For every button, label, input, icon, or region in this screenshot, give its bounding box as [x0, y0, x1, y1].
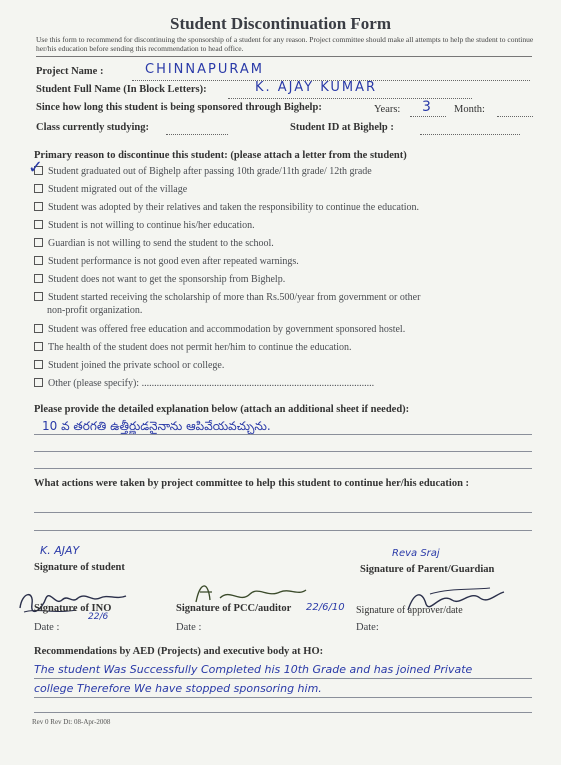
actions-line-2 [34, 530, 532, 531]
actions-line-1 [34, 512, 532, 513]
student-id-underline [420, 134, 520, 135]
reason-item-other[interactable] [34, 378, 374, 389]
parent-signature-label: Signature of Parent/Guardian [360, 564, 495, 575]
checkbox[interactable] [34, 274, 43, 283]
recommendation-line-2[interactable]: college Therefore We have stopped sponsoring him. [34, 682, 322, 695]
explanation-line-1 [34, 434, 532, 435]
approver-date-label: Date: [356, 622, 379, 633]
checkbox[interactable] [34, 360, 43, 369]
student-signature-label: Signature of student [34, 562, 125, 573]
reason-label: Student does not want to get the sponsorship from Bighelp. [48, 274, 286, 285]
reason-item-scholarship[interactable] [34, 292, 420, 303]
recommendation-rule-1 [34, 678, 532, 679]
years-field[interactable]: 3 [422, 99, 431, 115]
revision-footer: Rev 0 Rev Dt: 08-Apr-2008 [32, 718, 111, 726]
ino-signature-label: Signature of INO [34, 603, 112, 614]
reason-item-private-school[interactable] [34, 360, 224, 371]
reason-label: Other (please specify): ............................................................................................. [48, 378, 375, 389]
checkbox[interactable] [34, 202, 43, 211]
since-label: Since how long this student is being sponsored through Bighelp: [36, 102, 322, 113]
reason-item-not-willing-guardian[interactable] [34, 238, 274, 249]
reasons-heading: Primary reason to discontinue this student: (please attach a letter from the student) [34, 150, 407, 161]
recommendation-line-1[interactable]: The student Was Successfully Completed his 10th Grade and has joined Private [34, 663, 473, 676]
checkbox[interactable] [34, 378, 43, 387]
actions-label: What actions were taken by project committee to help this student to continue her/his education : [34, 478, 470, 489]
student-name-field[interactable]: K. AJAY KUMAR [255, 80, 378, 95]
reason-item-adopted[interactable] [34, 202, 419, 213]
student-name-label: Student Full Name (In Block Letters): [36, 84, 207, 95]
explanation-line-3 [34, 468, 532, 469]
reason-label: Student is not willing to continue his/her education. [48, 220, 255, 231]
explanation-field[interactable]: 10 వ తరగతి ఉత్తీర్ణుడనైనాను ఆపివేయవచ్చును. [42, 419, 271, 433]
ino-date-value: 22/6 [88, 612, 109, 622]
pcc-date-label: Date : [176, 622, 202, 633]
reason-item-health[interactable] [34, 342, 352, 353]
reason-item-performance[interactable] [34, 256, 299, 267]
years-underline [410, 116, 446, 117]
form-title: Student Discontinuation Form [169, 14, 392, 33]
student-name-underline [228, 98, 472, 99]
reason-label: Student migrated out of the village [48, 184, 188, 195]
pcc-signature-label: Signature of PCC/auditor [176, 603, 292, 614]
reason-item-no-sponsorship[interactable] [34, 274, 285, 285]
student-signature-scrawl: K. AJAY [40, 544, 80, 557]
project-name-label: Project Name : [36, 66, 104, 77]
reason-item-scholarship-cont: non-profit organization. [47, 305, 143, 316]
reason-label: Student started receiving the scholarship of more than Rs.500/year from government or other [48, 292, 421, 303]
explanation-line-2 [34, 451, 532, 452]
reason-label: The health of the student does not permit her/him to continue the education. [48, 342, 352, 353]
reason-label: Student was offered free education and accommodation by government sponsored hostel. [48, 324, 406, 335]
month-label: Month: [454, 104, 485, 115]
reason-item-not-willing-student[interactable] [34, 220, 255, 231]
student-id-label: Student ID at Bighelp : [290, 122, 394, 133]
reason-item-hostel[interactable] [34, 324, 405, 335]
pcc-date-value: 22/6/10 [306, 602, 345, 613]
intro-divider [36, 56, 532, 57]
checkbox[interactable] [34, 324, 43, 333]
checkbox[interactable] [34, 220, 43, 229]
reason-item-migrated[interactable] [34, 184, 187, 195]
class-underline [166, 134, 228, 135]
reason-label: Student joined the private school or college. [48, 360, 225, 371]
years-label: Years: [374, 104, 401, 115]
checkmark-icon: ✓ [28, 157, 44, 178]
month-underline [497, 116, 533, 117]
approver-signature-label: Signature of approver/date [356, 605, 463, 616]
checkbox[interactable] [34, 342, 43, 351]
checkbox[interactable] [34, 238, 43, 247]
reason-label: Student performance is not good even after repeated warnings. [48, 256, 299, 267]
recommendation-label: Recommendations by AED (Projects) and executive body at HO: [34, 646, 324, 657]
recommendation-rule-3 [34, 712, 532, 713]
reason-label: Guardian is not willing to send the student to the school. [48, 238, 274, 249]
reason-label: Student graduated out of Bighelp after passing 10th grade/11th grade/ 12th grade [48, 166, 372, 177]
explanation-label: Please provide the detailed explanation below (attach an additional sheet if needed): [34, 404, 410, 415]
parent-signature-scrawl: Reva Sraj [392, 548, 440, 559]
recommendation-rule-2 [34, 697, 532, 698]
checkbox[interactable] [34, 184, 43, 193]
checkbox[interactable] [34, 292, 43, 301]
reason-item-graduated[interactable] [34, 166, 372, 177]
form-intro: Use this form to recommend for discontinuing the sponsorship of a student for any reason. Project committee should make all attempts to help the student to continue her/his education before sending this recommendation to head office. [36, 35, 534, 53]
class-label: Class currently studying: [36, 122, 149, 133]
project-name-field[interactable]: CHINNAPURAM [145, 62, 264, 77]
checkbox[interactable] [34, 256, 43, 265]
reason-label: Student was adopted by their relatives and taken the responsibility to continue the education. [48, 202, 420, 213]
ino-date-label: Date : [34, 622, 60, 633]
